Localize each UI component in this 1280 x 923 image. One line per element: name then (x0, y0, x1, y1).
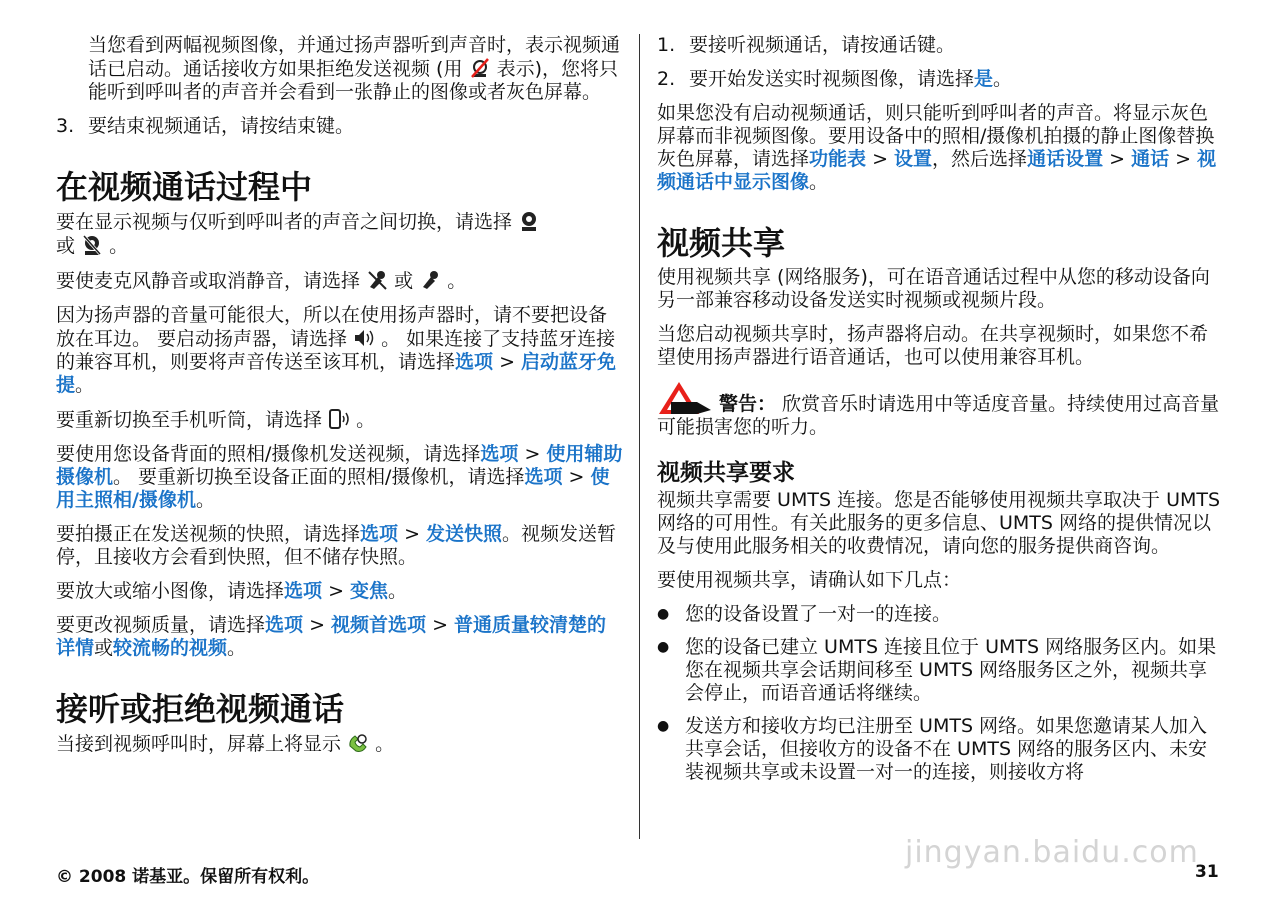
link-use-main-camera[interactable]: 使用主照相/摄像机 (56, 466, 610, 511)
link-menu[interactable]: 功能表 (809, 148, 867, 170)
mute-paragraph: 要使麦克风静音或取消静音，请选择 或 。 (56, 270, 467, 292)
no-start-paragraph: 如果您没有启动视频通话，则只能听到呼叫者的声音。将显示灰色屏幕而非视频图像。要用设备中的照相/摄像机拍摄的静止图像替换灰色屏幕，请选择功能表 > 设置，然后选择通话设置 > 通话 > 视频通话中显示图像。 (657, 102, 1217, 193)
incoming-video-call-icon (347, 732, 369, 754)
step-2: 2. 要开始发送实时视频图像，请选择是。 (657, 68, 1013, 90)
share-paragraph-1: 使用视频共享 (网络服务)，可在语音通话过程中从您的移动设备向另一部兼容移动设备发送实时视频或视频片段。 (657, 266, 1210, 311)
column-divider (639, 34, 640, 839)
left-column (56, 34, 624, 767)
link-video-preferences[interactable]: 视频首选项 (331, 614, 427, 636)
heading-answer-reject: 接听或拒绝视频通话 (56, 690, 345, 728)
handset-paragraph: 要重新切换至手机听筒，请选择 。 (56, 409, 376, 431)
list-item: ● 发送方和接收方均已注册至 UMTS 网络。如果您邀请某人加入共享会话，但接收方的设备不在 UMTS 网络的服务区内、未安装视频共享或未设置一对一的连接，则接收方将 (657, 715, 1225, 784)
link-enable-bt-handsfree[interactable]: 启动蓝牙免提 (56, 351, 617, 396)
share-paragraph-2: 当您启动视频共享时，扬声器将启动。在共享视频时，如果您不希望使用扬声器进行语音通话，也可以使用兼容耳机。 (657, 323, 1209, 368)
link-options[interactable]: 选项 (480, 443, 519, 465)
answer-paragraph: 当接到视频呼叫时，屏幕上将显示 。 (56, 733, 395, 755)
link-options[interactable]: 选项 (360, 523, 399, 545)
right-column (657, 34, 1225, 794)
camera-paragraph: 要使用您设备背面的照相/摄像机发送视频，请选择选项 > 使用辅助摄像机。 要重新切换至设备正面的照相/摄像机，请选择选项 > 使用主照相/摄像机。 (56, 443, 623, 511)
link-call[interactable]: 通话 (1131, 148, 1170, 170)
switch-paragraph: 要在显示视频与仅听到呼叫者的声音之间切换，请选择 或 。 (56, 210, 624, 258)
link-options[interactable]: 选项 (265, 614, 304, 636)
quality-paragraph: 要更改视频质量，请选择选项 > 视频首选项 > 普通质量较清楚的详情或较流畅的视频。 (56, 614, 607, 659)
warning-icon (657, 380, 713, 416)
heading-during-call: 在视频通话过程中 (56, 168, 313, 206)
handset-icon (328, 408, 350, 430)
warning-paragraph: 警告： 欣赏音乐时请选用中等适度音量。持续使用过高音量可能损害您的听力。 (657, 380, 1225, 439)
link-zoom[interactable]: 变焦 (350, 580, 389, 602)
link-options[interactable]: 选项 (524, 466, 563, 488)
step-1: 1. 要接听视频通话，请按通话键。 (657, 34, 956, 56)
confirm-paragraph: 要使用视频共享，请确认如下几点： (657, 569, 962, 591)
continued-paragraph: 当您看到两幅视频图像，并通过扬声器听到声音时，表示视频通话已启动。通话接收方如果拒绝发送视频 (用 表示)，您将只能听到呼叫者的声音并会看到一张静止的图像或者灰色屏幕。 (88, 34, 621, 103)
heading-video-sharing: 视频共享 (657, 224, 786, 262)
link-yes[interactable]: 是 (974, 68, 994, 90)
step-3: 3. 要结束视频通话，请按结束键。 (56, 115, 355, 137)
link-settings[interactable]: 设置 (894, 148, 933, 170)
link-image-in-video-call[interactable]: 视频通话中显示图像 (657, 148, 1217, 193)
copyright: © 2008 诺基亚。保留所有权利。 (56, 867, 320, 887)
requirements-paragraph: 视频共享需要 UMTS 连接。您是否能够使用视频共享取决于 UMTS 网络的可用性。有关此服务的更多信息、UMTS 网络的提供情况以及与使用此服务相关的收费情况，请向您的服务提供商咨询。 (657, 489, 1221, 557)
snapshot-paragraph: 要拍摄正在发送视频的快照，请选择选项 > 发送快照。视频发送暂停，且接收方会看到快照，但不储存快照。 (56, 523, 617, 568)
zoom-paragraph: 要放大或缩小图像，请选择选项 > 变焦。 (56, 580, 408, 602)
video-off-icon (469, 57, 491, 79)
link-normal-quality-clearer-detail[interactable]: 普通质量较清楚的详情 (56, 614, 607, 659)
mic-icon (419, 269, 441, 291)
list-item: ● 您的设备设置了一对一的连接。 (657, 603, 1225, 626)
link-call-settings[interactable]: 通话设置 (1027, 148, 1104, 170)
heading-sharing-requirements: 视频共享要求 (657, 460, 795, 486)
page-number: 31 (1195, 862, 1219, 882)
link-options[interactable]: 选项 (284, 580, 323, 602)
speaker-icon (353, 327, 375, 349)
link-options[interactable]: 选项 (455, 351, 494, 373)
list-item: ● 您的设备已建立 UMTS 连接且位于 UMTS 网络服务区内。如果您在视频共享会话期间移至 UMTS 网络服务区之外，视频共享会停止，而语音通话将继续。 (657, 636, 1225, 705)
link-use-secondary-camera[interactable]: 使用辅助摄像机 (56, 443, 623, 488)
watermark: jingyan.baidu.com (905, 835, 1199, 870)
video-slash-icon (81, 234, 103, 256)
mic-mute-icon (366, 269, 388, 291)
speaker-paragraph: 因为扬声器的音量可能很大，所以在使用扬声器时，请不要把设备放在耳边。 要启动扬声器，请选择 。 如果连接了支持蓝牙连接的兼容耳机，则要将声音传送至该耳机，请选择选项 > 启动蓝牙免提。 (56, 304, 617, 396)
link-send-snapshot[interactable]: 发送快照 (426, 523, 503, 545)
link-smoother-video[interactable]: 较流畅的视频 (113, 637, 228, 659)
video-camera-icon (518, 210, 540, 232)
